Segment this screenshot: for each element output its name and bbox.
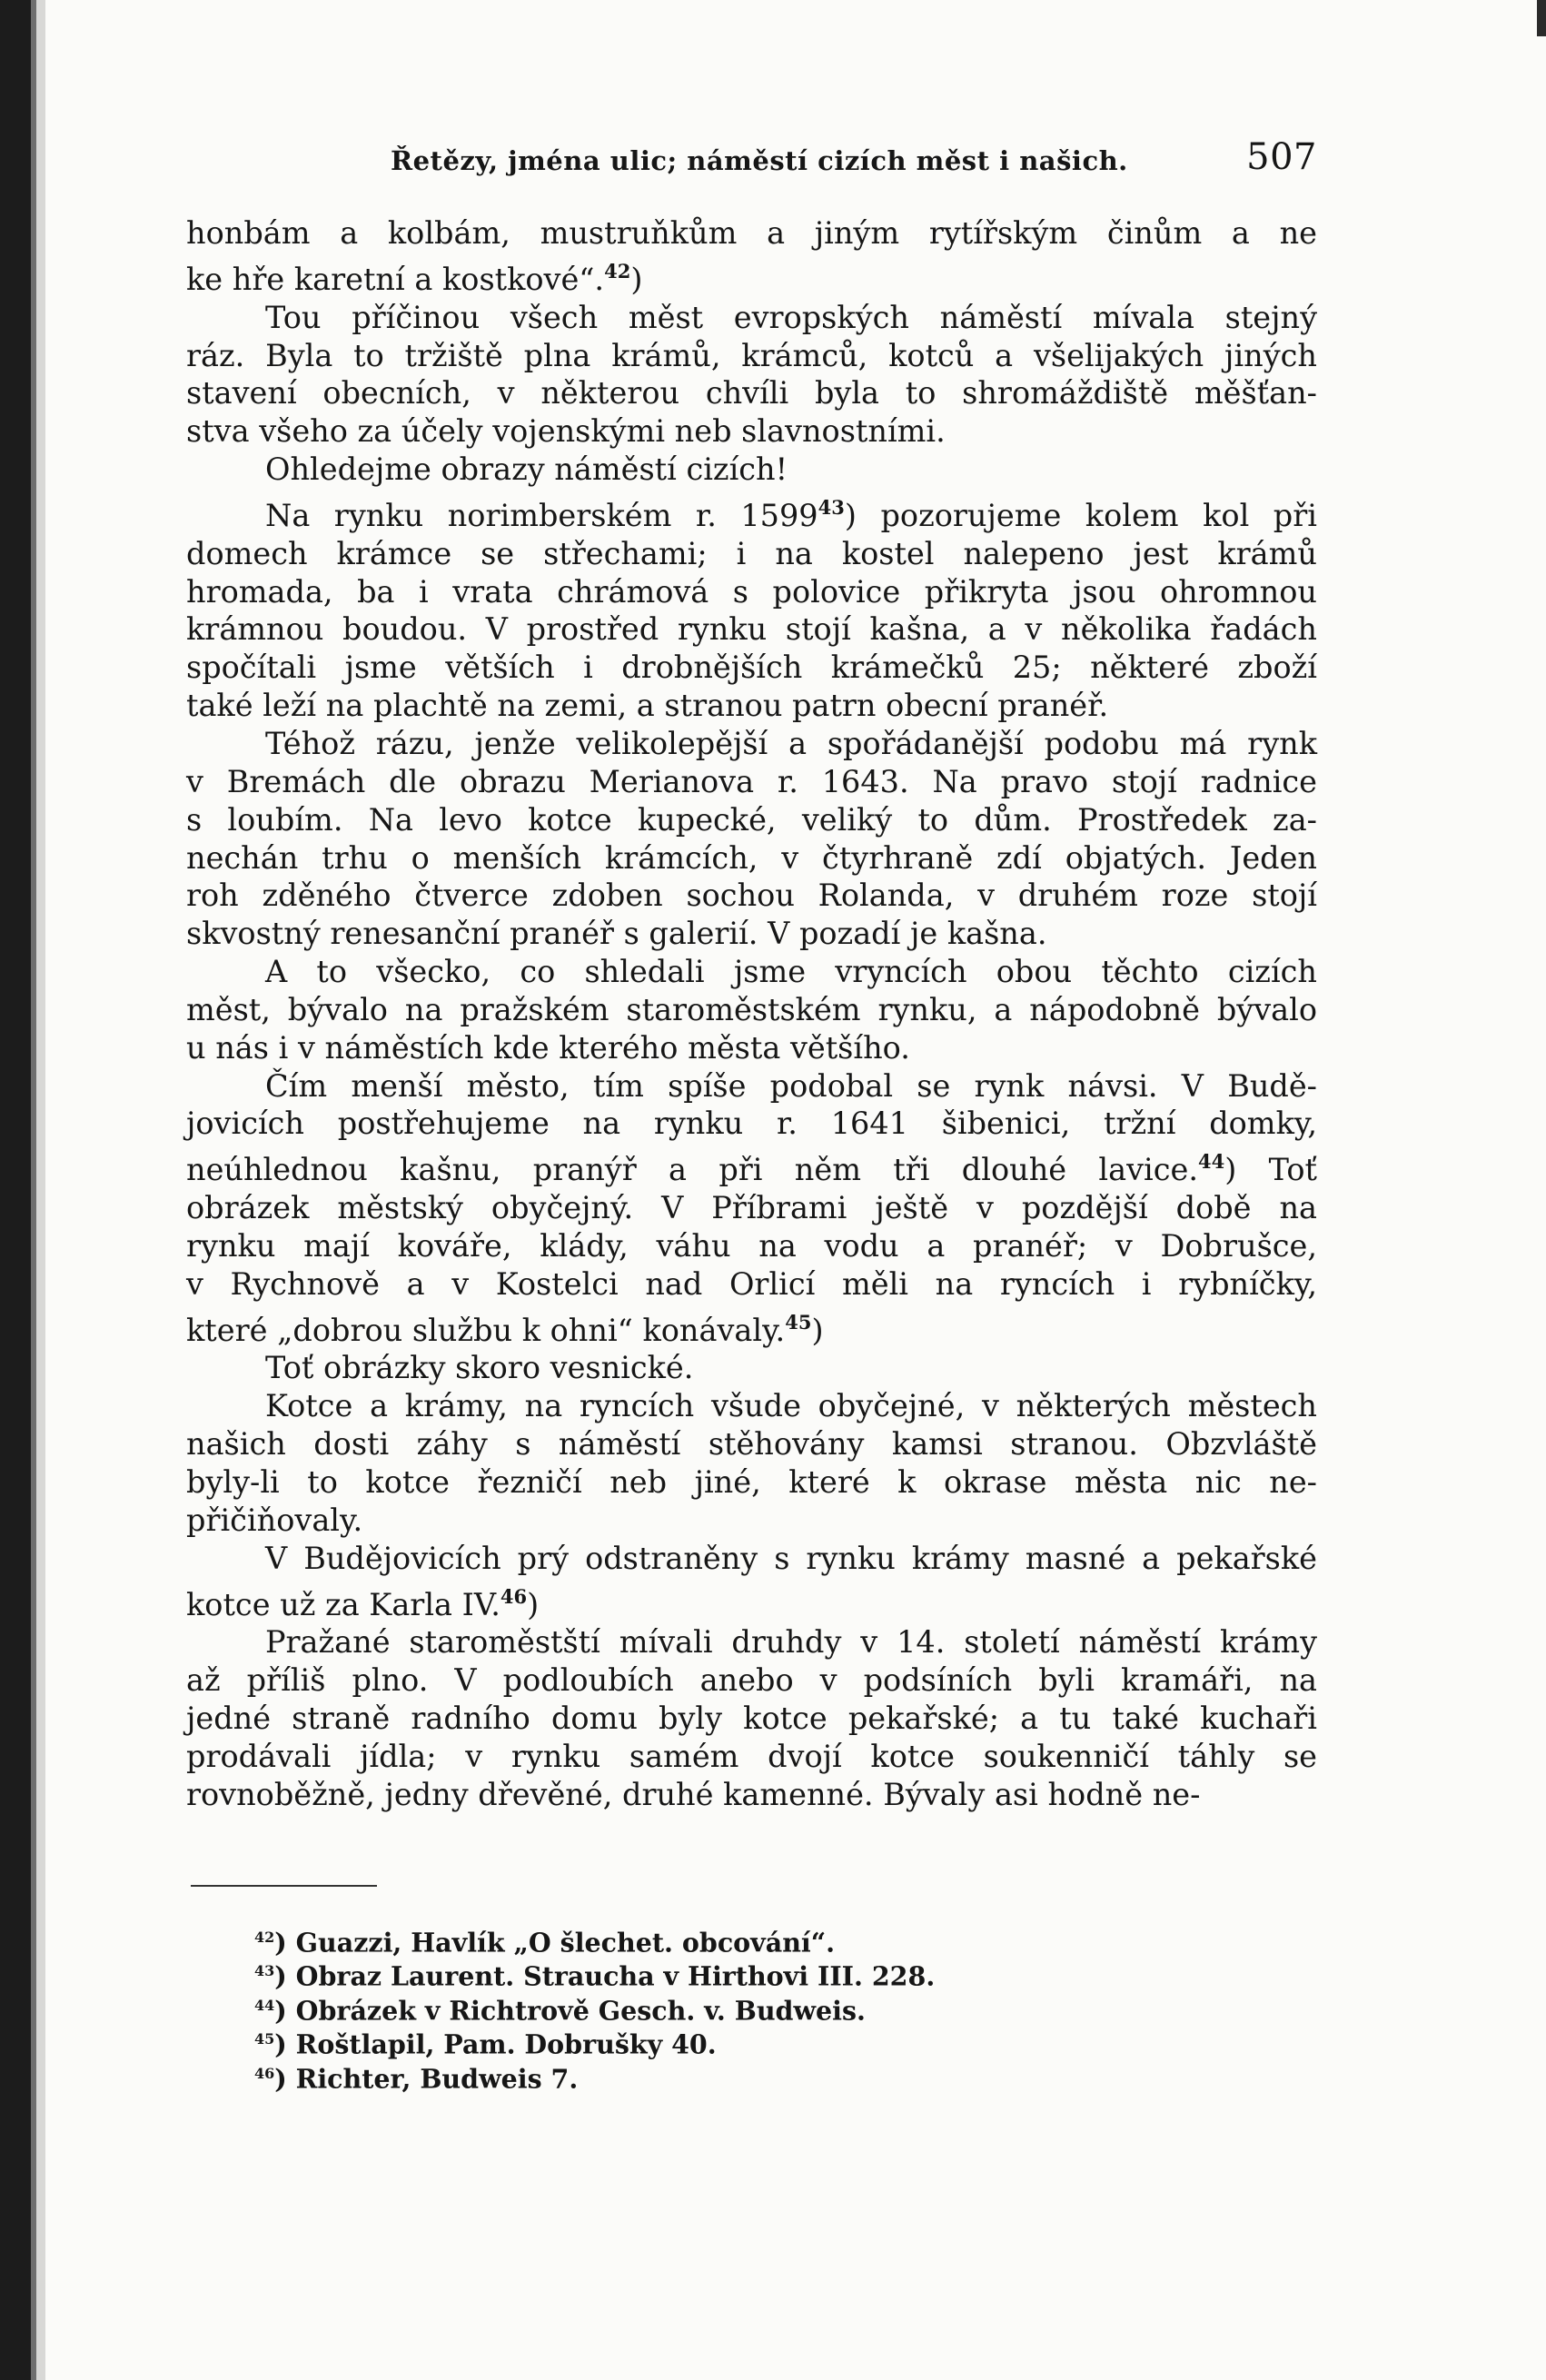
footnote-reference[interactable]: 46	[500, 1584, 528, 1608]
text-line: stva všeho za účely vojenskými neb slavnostními.	[186, 413, 946, 450]
footnote	[254, 1991, 1317, 2026]
text-line: měst, bývalo na pražském staroměstském rynku, a nápodobně bývalo	[186, 991, 1317, 1027]
text-line: neúhlednou kašnu, pranýř a při něm tři dlouhé lavice.$^{44}$) Toť	[186, 1150, 1317, 1188]
text-line: které „dobrou službu k ohni“ konávaly.$^{45}$)	[186, 1310, 824, 1348]
footnote	[254, 2059, 1317, 2094]
footnote	[254, 1957, 1317, 1991]
text-line: jovicích postřehujeme na rynku r. 1641 šibenici, tržní domky,	[186, 1106, 1317, 1142]
text-line: Téhož rázu, jenže velikolepější a spořádanější podobu má rynk	[265, 725, 1317, 761]
running-title: Řetězy, jména ulic; náměstí cizích měst i našich.	[391, 145, 1128, 176]
book-page	[186, 136, 1317, 2093]
text-line: V Budějovicích prý odstraněny s rynku krámy masné a pekařské	[265, 1540, 1317, 1576]
text-line: Ohledejme obrazy náměstí cizích!	[265, 451, 788, 488]
text-line: jedné straně radního domu byly kotce pekařské; a tu také kuchaři	[186, 1701, 1317, 1737]
text-line: našich dosti záhy s náměstí stěhovány kamsi stranou. Obzvláště	[186, 1426, 1317, 1463]
footnote-text: ) Roštlapil, Pam. Dobrušky 40.	[274, 2028, 717, 2060]
page-corner-shadow	[1537, 0, 1546, 36]
text-line: rynku mají kováře, klády, váhu na vodu a pranéř; v Dobrušce,	[186, 1227, 1317, 1264]
footnote-mark: 46	[254, 2064, 275, 2082]
text-line: u nás i v náměstích kde kterého města většího.	[186, 1029, 910, 1066]
text-line: Kotce a krámy, na ryncích všude obyčejné, v některých městech	[265, 1388, 1317, 1424]
text-line: A to všecko, co shledali jsme vryncích obou těchto cizích	[265, 954, 1317, 990]
text-line: roh zděného čtverce zdoben sochou Rolanda, v druhém roze stojí	[186, 878, 1317, 914]
paragraph	[186, 1067, 1317, 1350]
text-line: Čím menší město, tím spíše podobal se rynk návsi. V Budě-	[265, 1067, 1317, 1104]
paragraph	[186, 451, 1317, 489]
text-line: prodávali jídla; v rynku samém dvojí kotce soukenničí táhly se	[186, 1738, 1317, 1774]
text-line: Pražané staroměstští mívali druhdy v 14. století náměstí krámy	[265, 1624, 1317, 1661]
footnote	[254, 2025, 1317, 2059]
footnote-reference[interactable]: 43	[818, 495, 845, 519]
footnote-mark: 45	[254, 2030, 275, 2048]
text-line: domech krámce se střechami; i na kostel nalepeno jest krámů	[186, 535, 1317, 571]
footnotes	[254, 1923, 1317, 2094]
text-line: ke hře karetní a kostkové“.$^{42}$)	[186, 259, 643, 297]
paragraph	[186, 489, 1317, 725]
text-line: skvostný renesanční pranéř s galerií. V pozadí je kašna.	[186, 916, 1047, 952]
footnote-mark: 42	[254, 1928, 275, 1946]
paragraph	[186, 1349, 1317, 1387]
footnote-reference[interactable]: 44	[1198, 1150, 1225, 1174]
footnote	[254, 1923, 1317, 1958]
text-line: v Rychnově a v Kostelci nad Orlicí měli na ryncích i rybníčky,	[186, 1265, 1317, 1302]
text-line: byly-li to kotce řezničí neb jiné, které k okrase města nic ne-	[186, 1464, 1317, 1500]
text-line: spočítali jsme větších i drobnějších krámečků 25; některé zboží	[186, 650, 1317, 686]
paragraph	[186, 214, 1317, 299]
text-line: kotce už za Karla IV.$^{46}$)	[186, 1584, 540, 1622]
text-line: obrázek městský obyčejný. V Příbrami ještě v pozdější době na	[186, 1190, 1317, 1226]
paragraph	[186, 1623, 1317, 1813]
text-line: v Bremách dle obrazu Merianova r. 1643. Na pravo stojí radnice	[186, 763, 1317, 799]
paragraph	[186, 1540, 1317, 1624]
footnote-mark: 44	[254, 1996, 275, 2014]
text-line: Tou příčinou všech měst evropských náměstí mívala stejný	[265, 299, 1317, 335]
footnote-text: ) Obrázek v Richtrově Gesch. v. Budweis.	[274, 1995, 866, 2027]
footnote-rule	[191, 1885, 377, 1887]
text-line: až příliš plno. V podloubích anebo v podsíních byli kramáři, na	[186, 1662, 1317, 1699]
text-line: nechán trhu o menších krámcích, v čtyrhraně zdí objatých. Jeden	[186, 839, 1317, 876]
text-line: s loubím. Na levo kotce kupecké, veliký to dům. Prostředek za-	[186, 801, 1317, 838]
footnote-reference[interactable]: 45	[785, 1310, 812, 1334]
text-line: Toť obrázky skoro vesnické.	[265, 1350, 694, 1386]
footnote-text: ) Richter, Budweis 7.	[274, 2063, 579, 2095]
paragraph	[186, 725, 1317, 953]
footnote-reference[interactable]: 42	[604, 259, 631, 283]
body-text	[186, 214, 1317, 1814]
text-line: honbám a kolbám, mustruňkům a jiným rytířským činům a ne	[186, 215, 1317, 251]
text-line: přičiňovaly.	[186, 1502, 363, 1538]
book-spine-shadow	[0, 0, 45, 2380]
footnote-text: ) Obraz Laurent. Straucha v Hirthovi III. 228.	[274, 1960, 936, 1992]
text-line: ráz. Byla to tržiště plna krámů, krámců, kotců a všelijakých jiných	[186, 337, 1317, 373]
text-line: rovnoběžně, jedny dřevěné, druhé kamenné. Bývaly asi hodně ne-	[186, 1776, 1201, 1812]
text-line: stavení obecních, v některou chvíli byla to shromáždiště měšťan-	[186, 375, 1317, 412]
footnote-mark: 43	[254, 1962, 275, 1980]
text-line: Na rynku norimberském r. 1599$^{43}$) pozorujeme kolem kol při	[265, 495, 1317, 533]
paragraph	[186, 1387, 1317, 1539]
text-line: také leží na plachtě na zemi, a stranou patrn obecní pranéř.	[186, 688, 1109, 724]
text-line: krámnou boudou. V prostřed rynku stojí kašna, a v několika řadách	[186, 611, 1317, 648]
paragraph	[186, 299, 1317, 451]
paragraph	[186, 953, 1317, 1067]
page-header	[186, 136, 1317, 187]
page-number: 507	[1246, 136, 1317, 178]
text-line: hromada, ba i vrata chrámová s polovice přikryta jsou ohromnou	[186, 573, 1317, 610]
footnote-text: ) Guazzi, Havlík „O šlechet. obcování“.	[274, 1927, 836, 1959]
